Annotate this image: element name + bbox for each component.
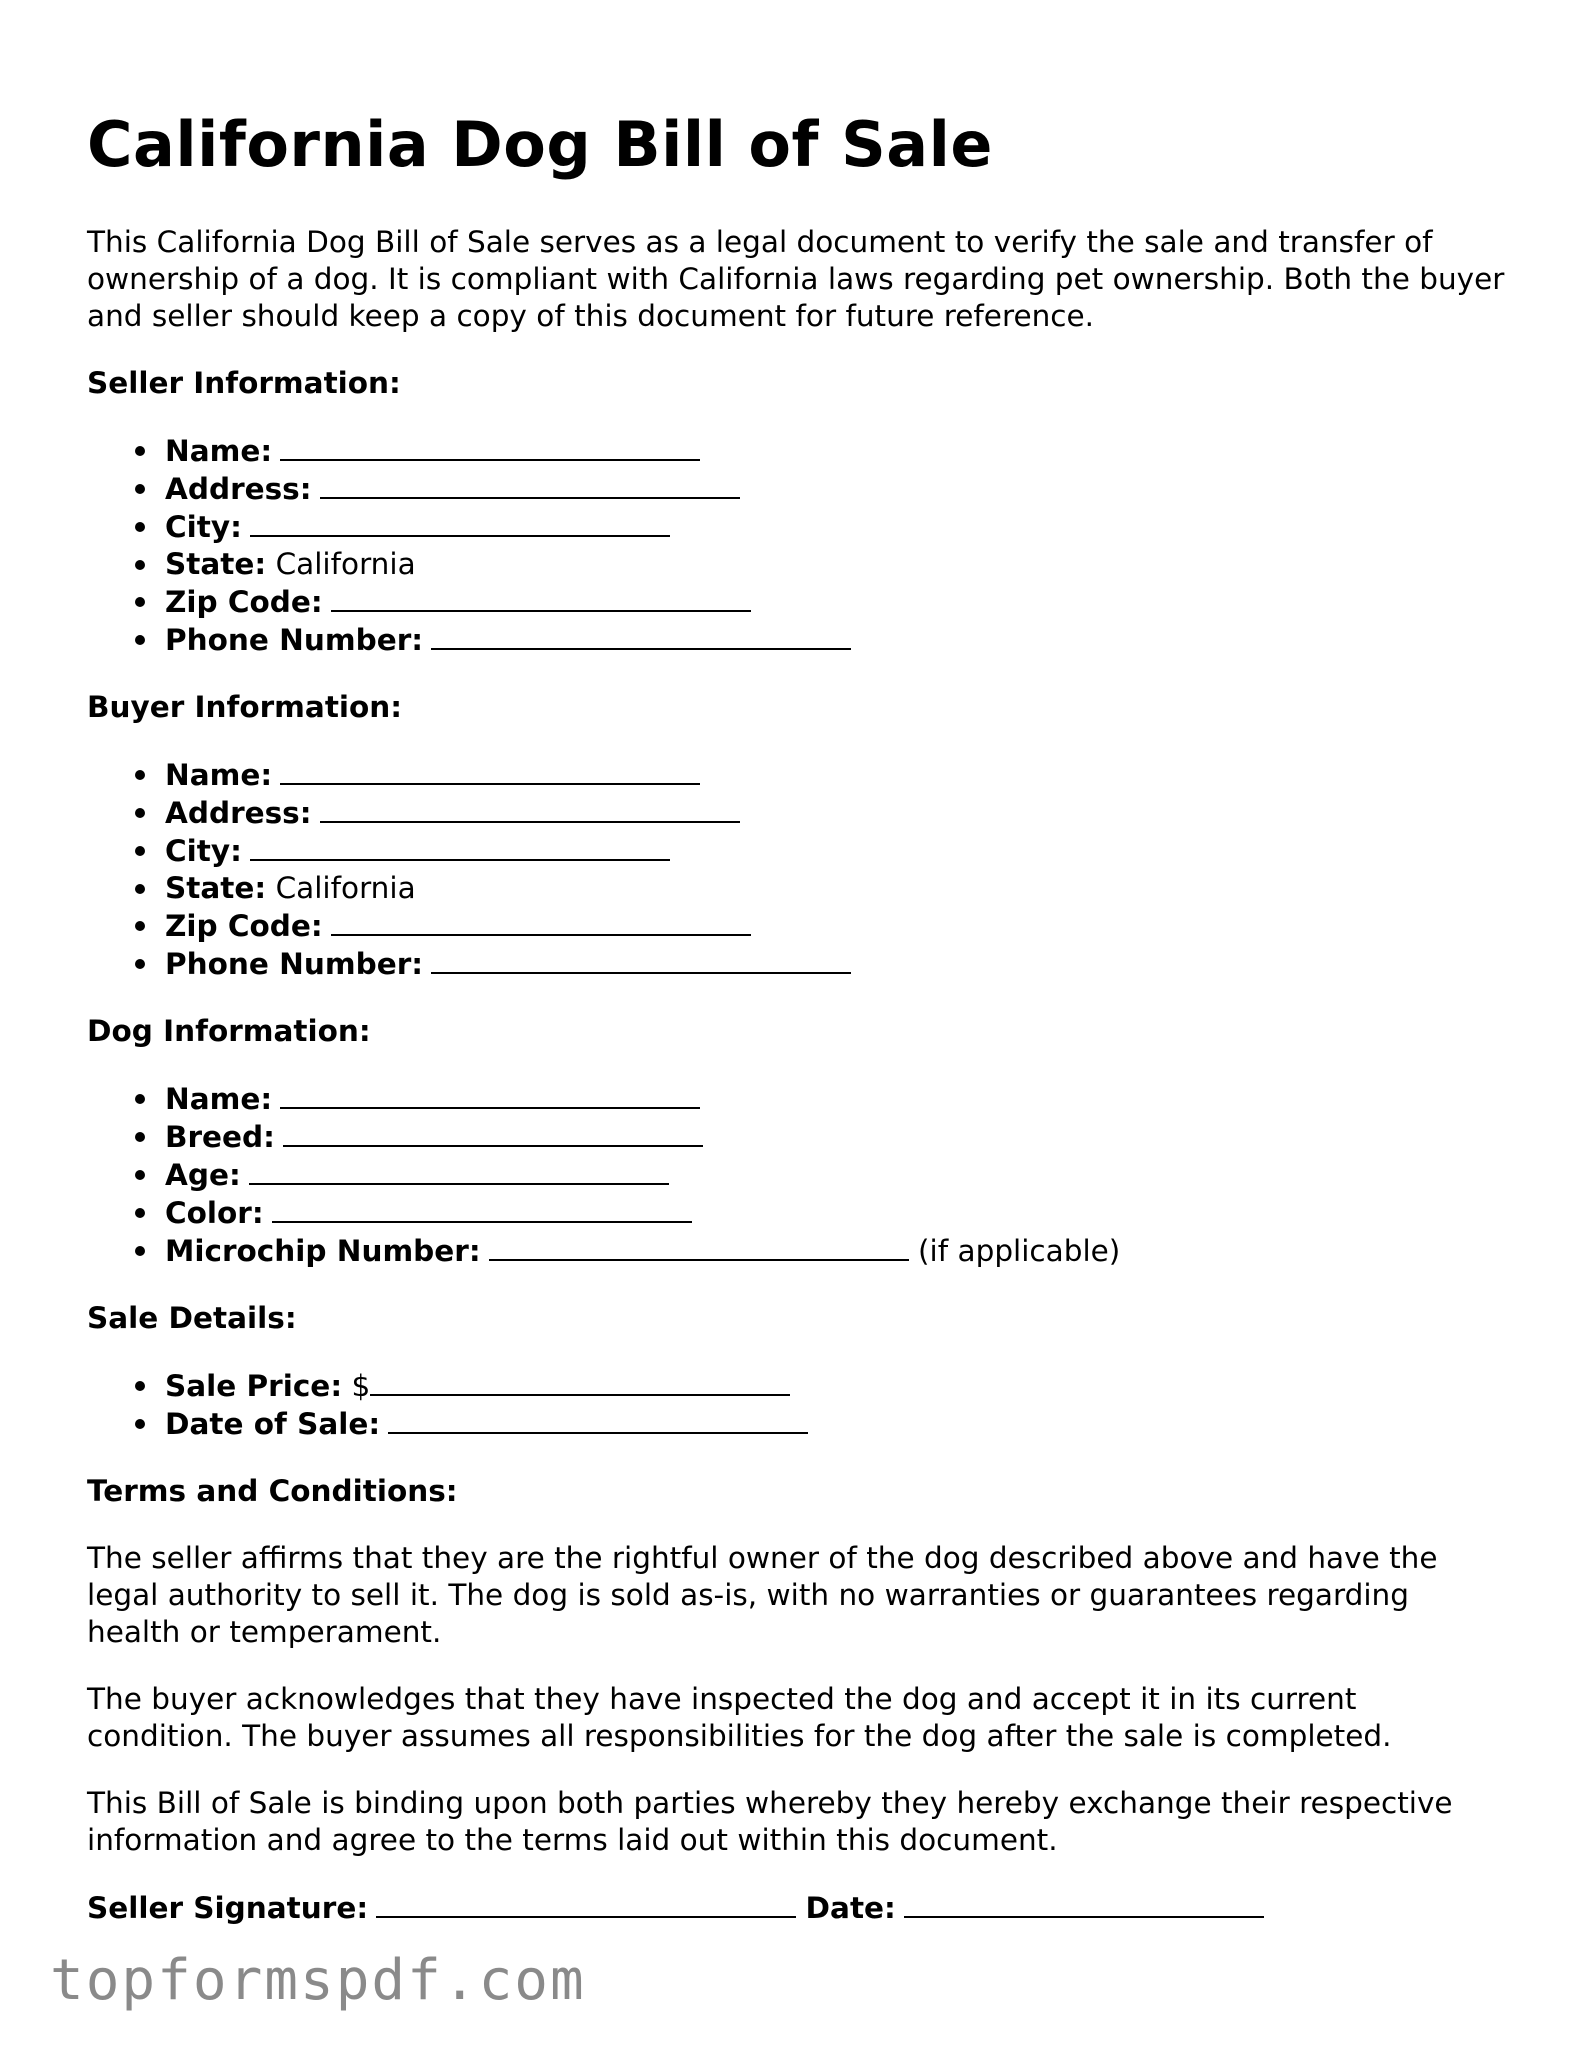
seller-state-item [165,546,1507,583]
terms-paragraph-2: The buyer acknowledges that they have inspected the dog and accept it in its current condition. The buyer assumes all responsibilities for the dog after the sale is completed. [87,1682,1392,1753]
buyer-city-field[interactable] [250,832,670,861]
sale-price-item [165,1367,1507,1405]
seller-phone-label: Phone Number: [165,623,424,657]
terms-paragraph-1: The seller affirms that they are the rightful owner of the dog described above and have the legal authority to sell it. The dog is sold as-is, with no warranties or guarantees regarding health or temperament. [87,1541,1438,1649]
buyer-city-label: City: [165,834,242,868]
buyer-zip-item [165,907,1507,945]
signature-date-label: Date: [805,1891,896,1925]
dog-age-label: Age: [165,1158,241,1192]
dog-microchip-field[interactable] [489,1232,909,1261]
sale-date-field[interactable] [388,1405,808,1434]
seller-signature-label: Seller Signature: [87,1891,369,1925]
intro-paragraph: This California Dog Bill of Sale serves as a legal document to verify the sale and transfer of ownership of a dog. It is compliant with California laws regarding pet ownership. Both the buyer and seller should keep a copy of this document for future reference. [87,225,1505,333]
seller-list [87,432,1507,659]
dog-heading: Dog Information: [87,1014,371,1048]
seller-city-field[interactable] [250,508,670,537]
seller-address-label: Address: [165,472,312,506]
seller-zip-field[interactable] [331,583,751,612]
seller-state-value: California [275,547,416,581]
seller-name-label: Name: [165,434,273,468]
dog-name-label: Name: [165,1082,273,1116]
buyer-zip-field[interactable] [331,907,751,936]
seller-city-label: City: [165,510,242,544]
sale-heading: Sale Details: [87,1301,297,1335]
sale-price-field[interactable] [370,1367,790,1396]
dog-breed-field[interactable] [283,1118,703,1147]
buyer-list [87,756,1507,983]
seller-name-item [165,432,1507,470]
dog-microchip-item [165,1232,1507,1270]
buyer-phone-field[interactable] [431,945,851,974]
buyer-name-label: Name: [165,758,273,792]
signature-date-field[interactable] [904,1889,1264,1918]
dog-name-field[interactable] [280,1080,700,1109]
terms-paragraph-3: This Bill of Sale is binding upon both parties whereby they hereby exchange their respective information and agree to the terms laid out within this document. [87,1786,1453,1857]
seller-name-field[interactable] [280,432,700,461]
dog-color-field[interactable] [272,1194,692,1223]
seller-heading: Seller Information: [87,366,401,400]
buyer-name-item [165,756,1507,794]
seller-address-field[interactable] [320,470,740,499]
dog-color-label: Color: [165,1196,264,1230]
seller-phone-field[interactable] [431,621,851,650]
dog-microchip-note: (if applicable) [918,1234,1121,1268]
dog-breed-item [165,1118,1507,1156]
dog-color-item [165,1194,1507,1232]
terms-heading: Terms and Conditions: [87,1474,458,1508]
dog-list [87,1080,1507,1270]
buyer-heading: Buyer Information: [87,690,403,724]
seller-phone-item [165,621,1507,659]
buyer-state-label: State: [165,871,267,905]
document-title: California Dog Bill of Sale [87,108,993,181]
sale-currency: $ [351,1369,371,1403]
dog-age-item [165,1156,1507,1194]
buyer-city-item [165,832,1507,870]
buyer-phone-label: Phone Number: [165,947,424,981]
sale-date-label: Date of Sale: [165,1407,381,1441]
buyer-address-field[interactable] [320,794,740,823]
buyer-address-label: Address: [165,796,312,830]
dog-breed-label: Breed: [165,1120,275,1154]
buyer-state-value: California [275,871,416,905]
dog-name-item [165,1080,1507,1118]
buyer-address-item [165,794,1507,832]
signature-line [87,1889,1507,1927]
buyer-phone-item [165,945,1507,983]
dog-age-field[interactable] [249,1156,669,1185]
seller-zip-item [165,583,1507,621]
dog-microchip-label: Microchip Number: [165,1234,481,1268]
buyer-state-item [165,870,1507,907]
watermark-text: topformspdf.com [50,1948,586,2013]
sale-price-label: Sale Price: [165,1369,343,1403]
sale-date-item [165,1405,1507,1443]
seller-zip-label: Zip Code: [165,585,323,619]
seller-city-item [165,508,1507,546]
seller-signature-field[interactable] [376,1889,796,1918]
buyer-name-field[interactable] [280,756,700,785]
seller-address-item [165,470,1507,508]
sale-list [87,1367,1507,1443]
seller-state-label: State: [165,547,267,581]
document-page [87,100,1507,1927]
buyer-zip-label: Zip Code: [165,909,323,943]
